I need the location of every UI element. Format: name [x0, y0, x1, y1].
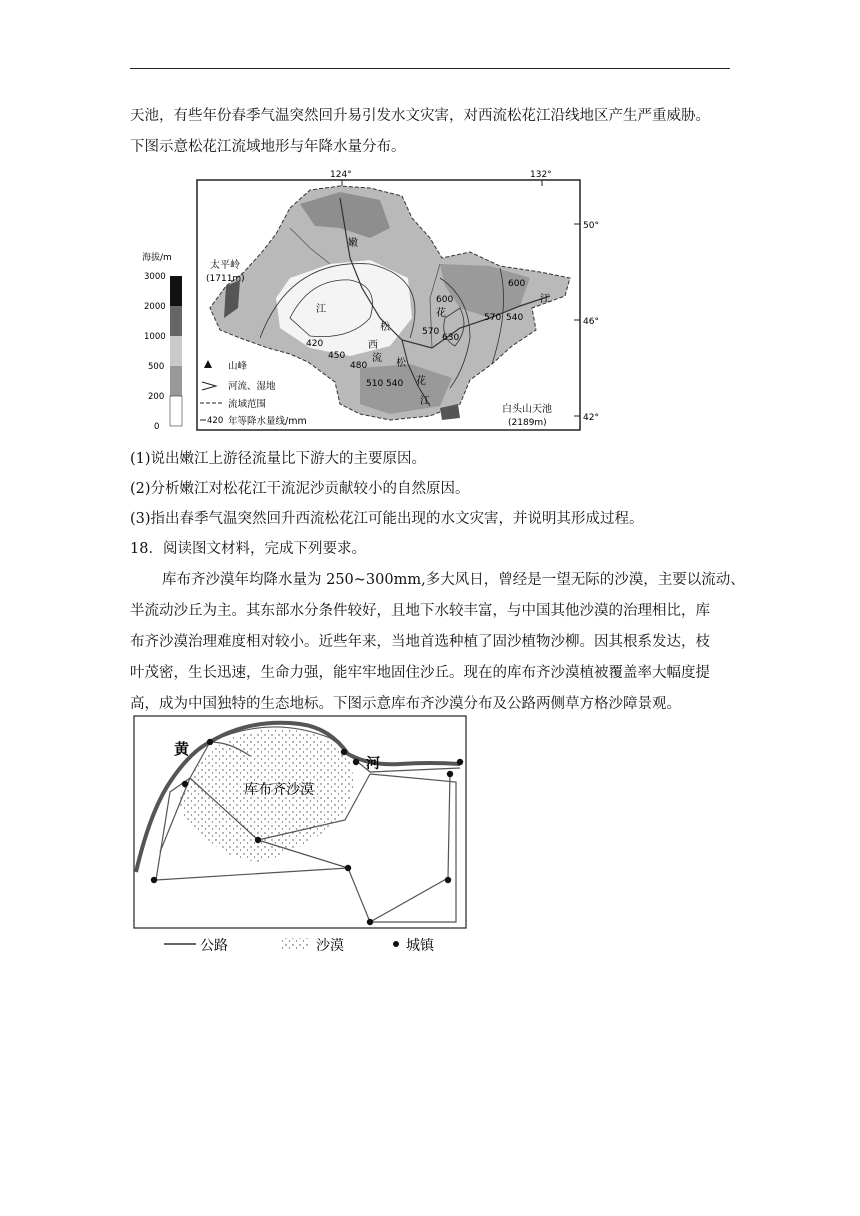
legend-peak: 山峰 — [228, 361, 248, 372]
town-dot — [182, 781, 188, 787]
kubuqi-desert-map — [130, 712, 470, 962]
q18-heading: 18．阅读图文材料，完成下列要求。 — [130, 541, 366, 557]
lon-label-132: 132° — [530, 170, 552, 180]
elev-tick: 2000 — [144, 302, 166, 312]
isoline-value: 450 — [328, 351, 346, 361]
river-char: 江 — [316, 304, 326, 315]
isoline-value: 540 — [386, 379, 404, 389]
q18-para-line: 布齐沙漠治理难度相对较小。近些年来，当地首选种植了固沙植物沙柳。因其根系发达，枝 — [130, 634, 710, 650]
river-char: 松 — [380, 322, 390, 333]
elev-band — [170, 366, 182, 396]
legend-town: 城镇 — [406, 938, 434, 954]
header-rule — [130, 68, 730, 69]
town-dot — [345, 865, 351, 871]
elev-band — [170, 306, 182, 336]
peak-height-tianchi: (2189m) — [508, 418, 547, 428]
town-dot — [353, 759, 359, 765]
q18-para-line: 半流动沙丘为主。其东部水分条件较好，且地下水较丰富，与中国其他沙漠的治理相比，库 — [130, 603, 710, 619]
town-dot — [445, 877, 451, 883]
elev-band — [170, 336, 182, 366]
question-3: (3)指出春季气温突然回升西流松花江可能出现的水文灾害，并说明其形成过程。 — [130, 511, 644, 527]
isoline-value: 570 — [422, 327, 440, 337]
legend-isoline: 年等降水量线/mm — [228, 416, 307, 427]
town-legend-dot — [393, 941, 399, 947]
elev-tick: 500 — [148, 362, 165, 372]
river-char: 松 — [396, 358, 406, 369]
river-char: 西 — [368, 340, 378, 351]
isoline-value: 630 — [442, 333, 460, 343]
elev-tick: 1000 — [144, 332, 166, 342]
river-char: 嫩 — [348, 238, 358, 249]
intro-line-2: 下图示意松花江流域地形与年降水量分布。 — [130, 139, 406, 155]
isoline-value: 510 — [366, 379, 384, 389]
town-dot — [457, 759, 463, 765]
river-char: 江 — [420, 396, 430, 407]
town-dot — [151, 877, 157, 883]
legend-boundary: 流域范围 — [228, 399, 267, 410]
isoline-value: 480 — [350, 361, 368, 371]
question-2: (2)分析嫩江对松花江干流泥沙贡献较小的自然原因。 — [130, 481, 470, 497]
isoline-value: 420 — [306, 339, 324, 349]
town-dot — [367, 919, 373, 925]
river-char: 花 — [416, 376, 426, 387]
peak-label-taipingling: 太平岭 — [210, 260, 240, 271]
q18-para-line: 叶茂密，生长迅速，生命力强，能牢牢地固住沙丘。现在的库布齐沙漠植被覆盖率大幅度提 — [130, 665, 710, 681]
isoline-value: 600 — [508, 279, 526, 289]
lat-label-46: 46° — [583, 317, 599, 327]
desert-label: 库布齐沙漠 — [244, 782, 314, 798]
legend-desert: 沙漠 — [316, 938, 344, 954]
river-char: 花 — [436, 308, 446, 319]
isoline-value: 540 — [506, 313, 524, 323]
elev-legend-title: 海拔/m — [142, 253, 172, 263]
q18-para-line: 库布齐沙漠年均降水量为 250~300mm,多大风日，曾经是一望无际的沙漠，主要以流动、 — [162, 572, 745, 588]
elev-band — [170, 396, 182, 426]
elev-tick: 3000 — [144, 272, 166, 282]
isoline-value: 600 — [436, 295, 454, 305]
songhua-basin-map — [140, 168, 610, 438]
desert-legend-swatch — [280, 938, 310, 950]
intro-line-1: 天池，有些年份春季气温突然回升易引发水文灾害，对西流松花江沿线地区产生严重威胁。 — [130, 108, 710, 124]
legend-road: 公路 — [200, 938, 228, 954]
town-dot — [341, 749, 347, 755]
legend-river: 河流、湿地 — [228, 381, 276, 392]
elev-tick: 200 — [148, 392, 165, 402]
river-char: 江 — [540, 294, 550, 305]
elev-tick: 0 — [154, 422, 160, 432]
river-label-he: 河 — [366, 756, 380, 772]
question-1: (1)说出嫩江上游径流量比下游大的主要原因。 — [130, 451, 427, 467]
peak-height-taipingling: (1711m) — [206, 274, 245, 284]
town-dot — [207, 739, 213, 745]
town-dot — [447, 771, 453, 777]
town-dot — [255, 837, 261, 843]
lat-label-50: 50° — [583, 221, 599, 231]
lat-label-42: 42° — [583, 413, 599, 423]
q18-para-line: 高，成为中国独特的生态地标。下图示意库布齐沙漠分布及公路两侧草方格沙障景观。 — [130, 696, 681, 712]
elev-band — [170, 276, 182, 306]
river-label-huang: 黄 — [174, 740, 190, 758]
river-char: 流 — [372, 353, 382, 364]
isoline-value: 570 — [484, 313, 502, 323]
lon-label-124: 124° — [330, 170, 352, 180]
peak-label-tianchi: 白头山天池 — [502, 404, 552, 415]
legend-isoline-sample: 420 — [207, 416, 224, 426]
